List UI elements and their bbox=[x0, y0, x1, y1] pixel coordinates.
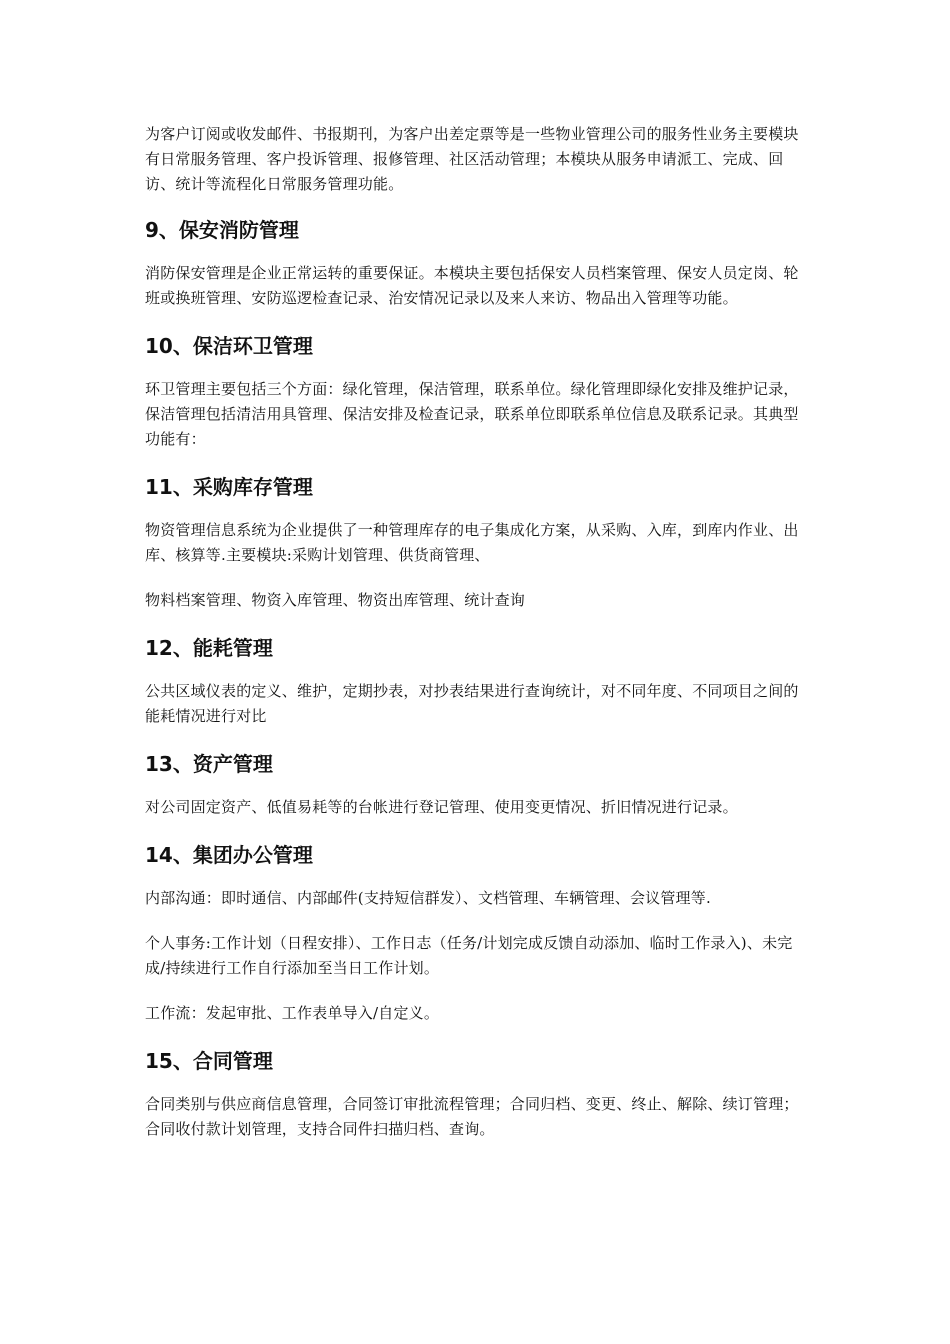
section-paragraph: 个人事务:工作计划（日程安排）、工作日志（任务/计划完成反馈自动添加、临时工作录入)、未完成/持续进行工作自行添加至当日工作计划。 bbox=[145, 934, 793, 977]
section-heading-assets: 13、资产管理 bbox=[145, 752, 273, 776]
section-paragraph: 环卫管理主要包括三个方面：绿化管理，保洁管理，联系单位。绿化管理即绿化安排及维护记录，保洁管理包括清洁用具管理、保洁安排及检查记录，联系单位即联系单位信息及联系记录。其典型功能有： bbox=[145, 380, 799, 448]
section-paragraph: 消防保安管理是企业正常运转的重要保证。本模块主要包括保安人员档案管理、保安人员定岗、轮班或换班管理、安防巡逻检查记录、治安情况记录以及来人来访、物品出入管理等功能。 bbox=[145, 264, 799, 307]
section-paragraph: 物资管理信息系统为企业提供了一种管理库存的电子集成化方案，从采购、入库，到库内作业、出库、核算等.主要模块:采购计划管理、供货商管理、 bbox=[145, 521, 799, 564]
section-paragraph: 合同类别与供应商信息管理，合同签订审批流程管理；合同归档、变更、终止、解除、续订管理；合同收付款计划管理，支持合同件扫描归档、查询。 bbox=[145, 1095, 799, 1138]
section-heading-office: 14、集团办公管理 bbox=[145, 843, 313, 867]
section-paragraph: 物料档案管理、物资入库管理、物资出库管理、统计查询 bbox=[145, 591, 526, 609]
section-paragraph: 内部沟通：即时通信、内部邮件(支持短信群发）、文档管理、车辆管理、会议管理等. bbox=[145, 889, 711, 907]
intro-paragraph: 为客户订阅或收发邮件、书报期刊，为客户出差定票等是一些物业管理公司的服务性业务主要模块有日常服务管理、客户投诉管理、报修管理、社区活动管理；本模块从服务申请派工、完成、回访、统计等流程化日常服务管理功能。 bbox=[145, 125, 799, 193]
section-heading-cleaning: 10、保洁环卫管理 bbox=[145, 334, 313, 358]
section-heading-security: 9、保安消防管理 bbox=[145, 218, 299, 242]
section-paragraph: 工作流：发起审批、工作表单导入/自定义。 bbox=[145, 1004, 440, 1022]
section-heading-contract: 15、合同管理 bbox=[145, 1049, 273, 1073]
section-heading-energy: 12、能耗管理 bbox=[145, 636, 273, 660]
document-page bbox=[145, 122, 809, 1142]
section-paragraph: 公共区域仪表的定义、维护，定期抄表，对抄表结果进行查询统计，对不同年度、不同项目之间的能耗情况进行对比 bbox=[145, 682, 799, 725]
section-heading-procurement: 11、采购库存管理 bbox=[145, 475, 313, 499]
section-paragraph: 对公司固定资产、低值易耗等的台帐进行登记管理、使用变更情况、折旧情况进行记录。 bbox=[145, 798, 738, 816]
